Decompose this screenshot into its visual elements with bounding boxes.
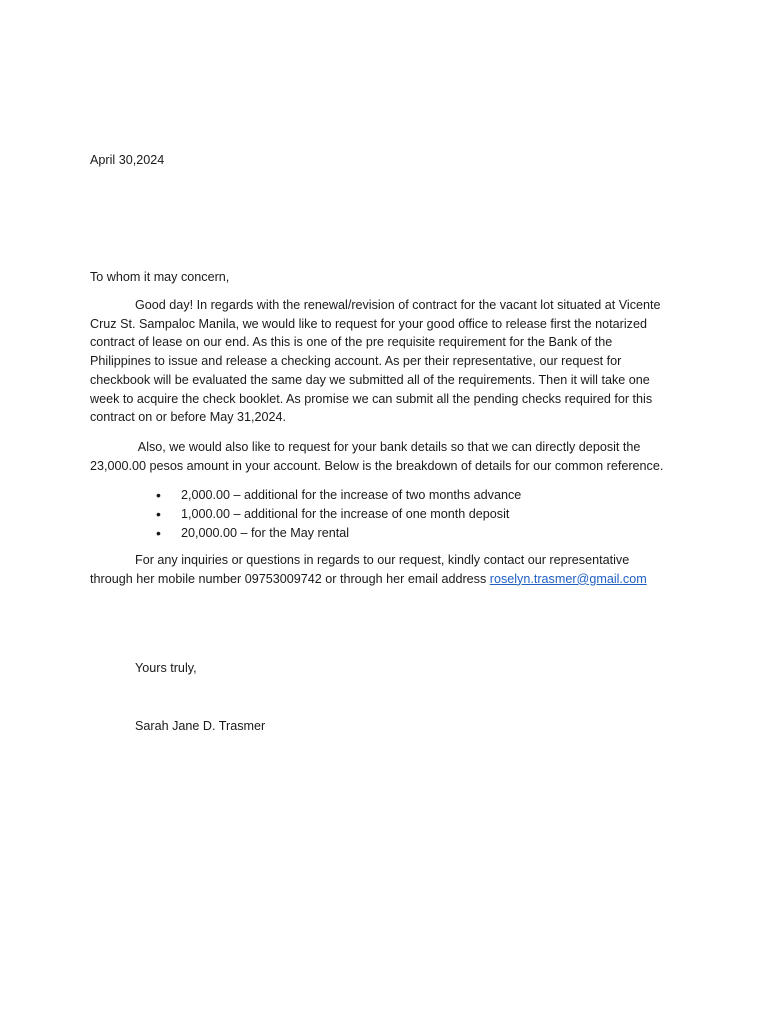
paragraph-line: Good day! In regards with the renewal/revision of contract for the vacant lot situated at Vicente [135,298,661,312]
list-item-text: 1,000.00 – additional for the increase of one month deposit [181,507,510,521]
bullet-icon: • [156,487,161,503]
paragraph-contact [90,551,682,588]
paragraph-bank-details [90,438,682,475]
salutation: To whom it may concern, [90,270,230,284]
paragraph-line: Also, we would also like to request for your bank details so that we can directly deposit the [135,440,641,454]
email-link[interactable]: roselyn.trasmer@gmail.com [489,571,647,586]
list-item [90,486,521,505]
paragraph-line: checkbook will be evaluated the same day we submitted all of the requirements. Then it will take one [90,372,650,387]
paragraph-line: Philippines to issue and release a checking account. As per their representative, our request for [90,354,622,369]
letter-date: April 30,2024 [90,153,165,167]
paragraph-line: Cruz St. Sampaloc Manila, we would like to request for your good office to release first the notarized [90,316,647,331]
paragraph-request-contract [90,296,682,427]
bullet-icon: • [156,506,161,522]
signature-name: Sarah Jane D. Trasmer [135,719,266,733]
list-item [90,524,521,543]
paragraph-line: contract of lease on our end. As this is one of the pre requisite requirement for the Bank of the [90,335,613,350]
list-item-text: 20,000.00 – for the May rental [181,526,350,540]
paragraph-line: For any inquiries or questions in regards to our request, kindly contact our representative [135,553,630,567]
list-item-text: 2,000.00 – additional for the increase of two months advance [181,488,522,502]
paragraph-line: contract on or before May 31,2024. [90,410,287,425]
closing: Yours truly, [135,661,197,675]
breakdown-list [90,486,521,543]
paragraph-line: week to acquire the check booklet. As promise we can submit all the pending checks required for this [90,391,653,406]
list-item [90,505,521,524]
paragraph-line: through her mobile number 09753009742 or through her email address roselyn.trasmer@gmail.com [90,571,647,586]
paragraph-line: 23,000.00 pesos amount in your account. Below is the breakdown of details for our common reference. [90,458,664,473]
bullet-icon: • [156,525,161,541]
